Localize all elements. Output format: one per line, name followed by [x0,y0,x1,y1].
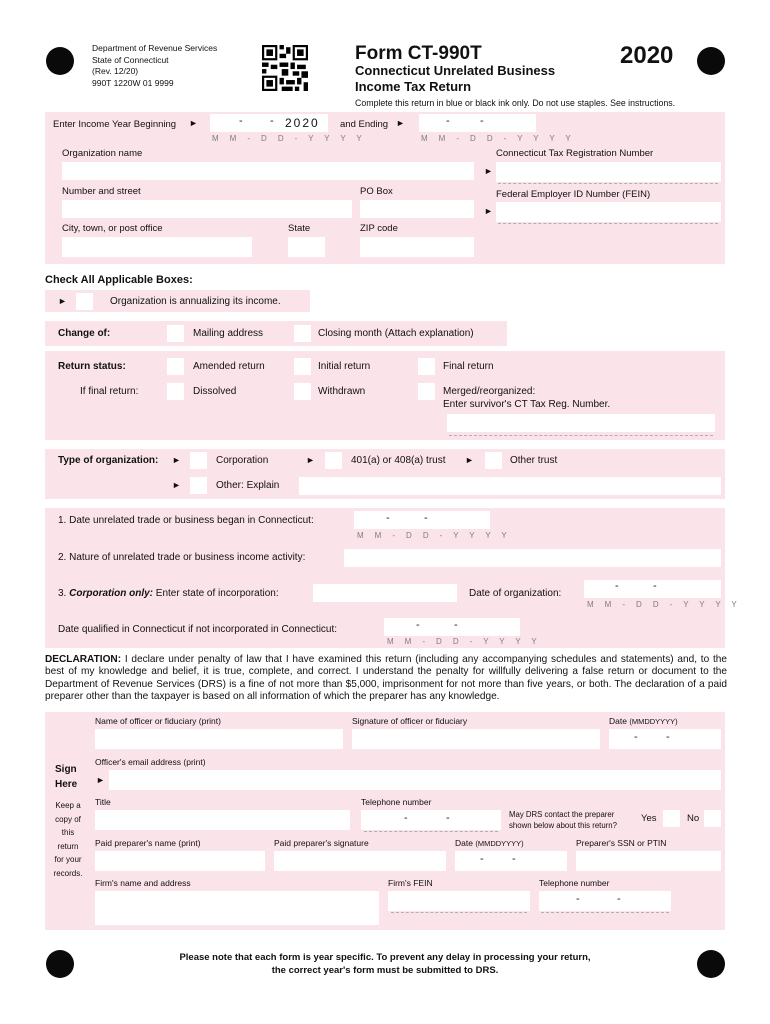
if-final-label: If final return: [80,386,139,397]
arrow-icon: ► [484,166,493,176]
declaration-text: I declare under penalty of law that I have examined this return (including any accompanying schedules and statements) and, to the best of my knowledge and belief, it is true, complete, and correct. I understand the penalty for willfully delivering a false return or document to the Department of Revenue Services (DRS) is a fine of not more than $5,000, imprisonment for not more than five years, or both. The declaration of a paid preparer other than the taxpayer is based on all information of which the preparer has any knowledge. [45,654,727,703]
officer-date-field[interactable] [609,729,721,749]
dept-line: State of Connecticut [92,54,169,65]
mailing-address-label: Mailing address [193,328,264,339]
firm-fein-label: Firm's FEIN [388,878,433,888]
mailing-address-checkbox[interactable] [167,325,184,342]
income-year-value: 2020 [285,116,320,130]
ct-reg-field[interactable] [496,162,721,182]
dept-line: (Rev. 12/20) [92,66,139,76]
title-field[interactable] [95,810,350,830]
q3-number: 3. [58,588,67,599]
preparer-ssn-field[interactable] [576,851,721,871]
dissolved-label: Dissolved [193,386,237,397]
telephone-field[interactable] [361,810,501,830]
merged-survivor-label: Enter survivor's CT Tax Reg. Number. [443,399,611,410]
arrow-icon: ► [96,775,105,785]
date-format-hint: M M - D D - Y Y Y Y [421,134,576,143]
fein-digit-guides [498,223,718,224]
firm-fein-digit-guides [391,912,527,913]
date-format-hint: M M - D D - Y Y Y Y [357,531,512,540]
keep-copy-line: records. [53,868,83,878]
dept-line: 990T 1220W 01 9999 [92,77,174,88]
corporation-checkbox[interactable] [190,452,207,469]
street-field[interactable] [62,200,352,218]
org-name-field[interactable] [62,162,474,180]
closing-month-checkbox[interactable] [294,325,311,342]
firm-phone-field[interactable] [539,891,671,911]
fein-field[interactable] [496,202,721,222]
declaration-title: DECLARATION: [45,654,122,665]
registration-mark-top-right [697,47,725,75]
keep-copy-line: this [61,828,75,837]
date-separator: - [424,512,428,524]
other-checkbox[interactable] [190,477,207,494]
state-label: State [288,223,311,234]
date-format-hint: M M - D D - Y Y Y Y [387,637,542,646]
city-label: City, town, or post office [62,223,163,234]
ending-label: and Ending [340,119,389,130]
footer-line: the correct year's form must be submitted to DRS. [271,965,499,976]
q1-label: 1. Date unrelated trade or business began in Connecticut: [58,515,314,526]
survivor-digit-guides [449,435,713,436]
arrow-icon: ► [172,455,181,465]
date-separator: - [512,853,516,865]
po-box-label: PO Box [360,186,393,197]
keep-copy-line: return [57,841,79,851]
income-year-label: Enter Income Year Beginning [53,119,177,130]
date-separator: - [480,115,484,127]
ct-reg-digit-guides [498,183,718,184]
yes-label: Yes [641,813,657,824]
preparer-date-field[interactable] [455,851,567,871]
date-qualified-label: Date qualified in Connecticut if not incorporated in Connecticut: [58,624,338,635]
sign-word: Sign [55,764,77,775]
other-explain-field[interactable] [299,477,721,495]
telephone-digit-guides [364,831,498,832]
telephone-label: Telephone number [361,797,432,807]
may-contact-yes-checkbox[interactable] [663,810,680,827]
state-of-incorporation-field[interactable] [313,584,457,602]
keep-copy-line: for your [54,855,82,864]
date-separator: - [446,115,450,127]
return-status-label: Return status: [58,361,126,372]
date-separator: - [666,731,670,743]
preparer-signature-label: Paid preparer's signature [274,838,369,848]
q3-label [58,588,279,599]
arrow-icon: ► [58,296,67,306]
may-contact-line: May DRS contact the preparer [509,810,615,819]
email-field[interactable] [109,770,721,790]
date-qualified-field[interactable] [384,618,520,636]
may-contact-label [509,809,617,831]
officer-signature-field[interactable] [352,729,600,749]
check-boxes-heading: Check All Applicable Boxes: [45,274,193,286]
initial-label: Initial return [318,361,371,372]
date-format: (MMDDYYYY) [629,717,678,726]
date-format-hint: M M - D D - Y Y Y Y [212,134,367,143]
corporation-label: Corporation [216,455,269,466]
declaration-block [45,654,727,704]
preparer-date-label [455,838,524,848]
other-trust-checkbox[interactable] [485,452,502,469]
keep-copy-note [48,799,88,880]
state-field[interactable] [288,237,325,257]
trust-401-label: 401(a) or 408(a) trust [351,455,446,466]
qr-code-icon [262,45,308,91]
preparer-ssn-label: Preparer's SSN or PTIN [576,838,667,848]
here-word: Here [55,779,78,790]
officer-name-field[interactable] [95,729,343,749]
dissolved-checkbox[interactable] [167,383,184,400]
registration-mark-bottom-left [46,950,74,978]
registration-mark-top-left [46,47,74,75]
amended-label: Amended return [193,361,265,372]
firm-name-field[interactable] [95,891,379,925]
final-label: Final return [443,361,494,372]
keep-copy-line: copy of [55,814,81,824]
trust-401-checkbox[interactable] [325,452,342,469]
phone-separator: - [446,812,450,824]
firm-phone-digit-guides [541,912,669,913]
firm-phone-label: Telephone number [539,878,610,888]
change-of-label: Change of: [58,328,111,339]
may-contact-line: shown below about this return? [509,821,617,830]
form-subtitle: Income Tax Return [355,79,472,94]
date-separator: - [454,619,458,631]
initial-checkbox[interactable] [294,358,311,375]
po-box-field[interactable] [360,200,474,218]
q1-date-field[interactable] [354,511,490,529]
q2-field[interactable] [344,549,721,567]
officer-date-label [609,716,678,726]
arrow-icon: ► [306,455,315,465]
date-separator: - [634,731,638,743]
merged-label: Merged/reorganized: [443,386,536,397]
merged-checkbox[interactable] [418,383,435,400]
city-field[interactable] [62,237,252,257]
form-year: 2020 [620,42,674,69]
dept-line: Department of Revenue Services [92,43,218,53]
registration-mark-bottom-right [697,950,725,978]
arrow-icon: ► [172,480,181,490]
form-title: Form CT-990T [355,43,482,64]
survivor-reg-field[interactable] [447,414,715,432]
email-label: Officer's email address (print) [95,757,206,767]
preparer-name-label: Paid preparer's name (print) [95,838,201,848]
preparer-name-field[interactable] [95,851,265,871]
officer-signature-label: Signature of officer or fiduciary [352,716,468,726]
arrow-icon: ► [189,118,198,128]
arrow-icon: ► [396,118,405,128]
closing-month-label: Closing month (Attach explanation) [318,328,474,339]
street-label: Number and street [62,186,141,197]
org-name-label: Organization name [62,148,143,159]
date-word: Date [609,716,627,726]
title-label: Title [95,797,111,807]
firm-name-label: Firm's name and address [95,878,191,888]
keep-copy-line: Keep a [55,801,81,810]
annualizing-checkbox[interactable] [76,293,93,310]
form-subtitle: Connecticut Unrelated Business [355,63,556,78]
zip-label: ZIP code [360,223,398,234]
fein-label: Federal Employer ID Number (FEIN) [496,189,651,200]
ink-instructions: Complete this return in blue or black ink only. Do not use staples. See instructions. [355,98,676,108]
income-year-end-field[interactable] [419,114,536,132]
date-separator: - [386,512,390,524]
date-separator: - [653,580,657,592]
withdrawn-checkbox[interactable] [294,383,311,400]
q3-corporation-only: Corporation only: [69,588,154,599]
type-of-org-label: Type of organization: [58,455,159,466]
date-word: Date [455,838,473,848]
withdrawn-label: Withdrawn [318,386,366,397]
date-separator: - [615,580,619,592]
q2-label: 2. Nature of unrelated trade or business income activity: [58,552,306,563]
phone-separator: - [404,812,408,824]
phone-separator: - [617,893,621,905]
footer-line: Please note that each form is year specific. To prevent any delay in processing your return, [179,952,591,963]
sign-here-label [55,762,77,792]
zip-field[interactable] [360,237,474,257]
arrow-icon: ► [484,206,493,216]
officer-name-label: Name of officer or fiduciary (print) [95,716,221,726]
q3-state-label: Enter state of incorporation: [155,588,279,599]
may-contact-no-checkbox[interactable] [704,810,721,827]
date-format: (MMDDYYYY) [475,839,524,848]
firm-fein-field[interactable] [388,891,530,911]
date-org-label: Date of organization: [469,588,562,599]
arrow-icon: ► [465,455,474,465]
annualizing-label: Organization is annualizing its income. [110,296,281,307]
no-label: No [687,813,700,824]
final-checkbox[interactable] [418,358,435,375]
department-block [92,43,217,89]
date-separator: - [270,115,274,127]
date-separator: - [239,115,243,127]
date-format-hint: M M - D D - Y Y Y Y [587,600,742,609]
preparer-signature-field[interactable] [274,851,446,871]
ct-reg-label: Connecticut Tax Registration Number [496,148,654,159]
phone-separator: - [576,893,580,905]
date-separator: - [416,619,420,631]
other-trust-label: Other trust [510,455,558,466]
amended-checkbox[interactable] [167,358,184,375]
footer-note [100,951,670,977]
date-separator: - [480,853,484,865]
other-explain-label: Other: Explain [216,480,280,491]
